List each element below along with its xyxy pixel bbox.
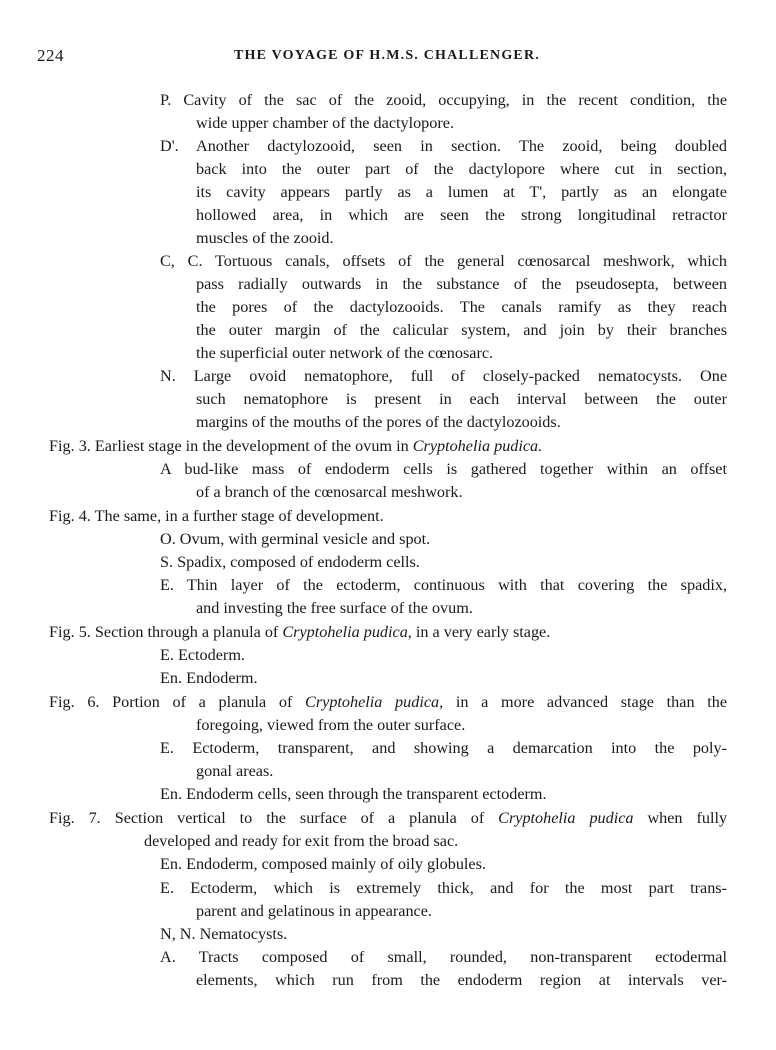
entry-d-line-2: back into the outer part of the dactylopore where cut in section, (196, 160, 727, 178)
fig-5-e: E. Ectoderm. (160, 646, 245, 664)
fig-6-species: Cryptohelia pudica (305, 693, 440, 711)
fig-6-e-line-2: gonal areas. (196, 762, 274, 780)
entry-n-line-2: such nematophore is present in each interval between the outer (196, 390, 727, 408)
running-title: THE VOYAGE OF H.M.S. CHALLENGER. (234, 48, 540, 63)
entry-c-line-2: pass radially outwards in the substance of the pseudosepta, between (196, 275, 727, 293)
fig-7-heading (49, 808, 727, 828)
fig-5-label: Fig. 5. (49, 623, 91, 641)
entry-d-line-1: D'. Another dactylozooid, seen in section. The zooid, being doubled (160, 137, 727, 155)
fig-3-label: Fig. 3. (49, 437, 91, 455)
fig-3-heading (49, 436, 542, 456)
fig-6-heading (49, 692, 727, 712)
page-number: 224 (37, 46, 64, 65)
fig-7-species: Cryptohelia pudica (498, 809, 634, 827)
fig-5-title-a: Section through a planula of (94, 623, 279, 641)
fig-3-title: Earliest stage in the development of the ovum in (94, 437, 409, 455)
fig-6-title-a: Portion of a planula of (112, 693, 293, 711)
fig-4-heading (49, 506, 384, 526)
fig-5-species: Cryptohelia pudica (282, 623, 408, 641)
fig-6-label: Fig. 6. (49, 693, 100, 711)
fig-4-title: The same, in a further stage of development. (94, 507, 384, 525)
fig-7-a-line-2: elements, which run from the endoderm region at intervals ver- (196, 971, 727, 989)
fig-3-a-line-1: A bud-like mass of endoderm cells is gathered together within an offset (160, 460, 727, 478)
fig-4-o: O. Ovum, with germinal vesicle and spot. (160, 530, 431, 548)
fig-4-label: Fig. 4. (49, 507, 91, 525)
entry-d-line-3: its cavity appears partly as a lumen at T', partly as an elongate (196, 183, 727, 201)
fig-5-title-b: , in a very early stage. (407, 623, 551, 641)
fig-3-species: Cryptohelia pudica. (412, 437, 543, 455)
fig-6-en: En. Endoderm cells, seen through the transparent ectoderm. (160, 785, 547, 803)
entry-n-line-3: margins of the mouths of the pores of the dactylozooids. (196, 413, 561, 431)
fig-6-e-line-1: E. Ectoderm, transparent, and showing a demarcation into the poly- (160, 739, 727, 757)
entry-c-line-4: the outer margin of the calicular system, and join by their branches (196, 321, 727, 339)
fig-7-title-c: developed and ready for exit from the broad sac. (144, 832, 459, 850)
fig-7-n: N, N. Nematocysts. (160, 925, 288, 943)
entry-c-line-1: C, C. Tortuous canals, offsets of the general cœnosarcal meshwork, which (160, 252, 727, 270)
entry-d-line-4: hollowed area, in which are seen the strong longitudinal retractor (196, 206, 727, 224)
fig-4-e-line-1: E. Thin layer of the ectoderm, continuous with that covering the spadix, (160, 576, 727, 594)
fig-7-e-line-1: E. Ectoderm, which is extremely thick, and for the most part trans- (160, 879, 727, 897)
fig-6-title-c: foregoing, viewed from the outer surface. (196, 716, 466, 734)
entry-d-line-5: muscles of the zooid. (196, 229, 334, 247)
entry-p-line-1: P. Cavity of the sac of the zooid, occupying, in the recent condition, the (160, 91, 727, 109)
fig-7-a-line-1: A. Tracts composed of small, rounded, non-transparent ectodermal (160, 948, 727, 966)
entry-c-line-5: the superficial outer network of the cœnosarc. (196, 344, 494, 362)
entry-c-line-3: the pores of the dactylozooids. The canals ramify as they reach (196, 298, 727, 316)
fig-7-en: En. Endoderm, composed mainly of oily globules. (160, 855, 486, 873)
fig-5-en: En. Endoderm. (160, 669, 258, 687)
fig-6-title-b: , in a more advanced stage than the (439, 693, 728, 711)
fig-7-label: Fig. 7. (49, 809, 101, 827)
fig-7-title-b: when fully (647, 809, 728, 827)
fig-7-title-a: Section vertical to the surface of a planula of (114, 809, 485, 827)
fig-3-a-line-2: of a branch of the cœnosarcal meshwork. (196, 483, 463, 501)
fig-4-e-line-2: and investing the free surface of the ovum. (196, 599, 473, 617)
entry-p-line-2: wide upper chamber of the dactylopore. (196, 114, 454, 132)
fig-5-heading (49, 622, 550, 642)
fig-4-s: S. Spadix, composed of endoderm cells. (160, 553, 420, 571)
fig-7-e-line-2: parent and gelatinous in appearance. (196, 902, 432, 920)
page-header (0, 46, 776, 70)
entry-n-line-1: N. Large ovoid nematophore, full of closely-packed nematocysts. One (160, 367, 727, 385)
